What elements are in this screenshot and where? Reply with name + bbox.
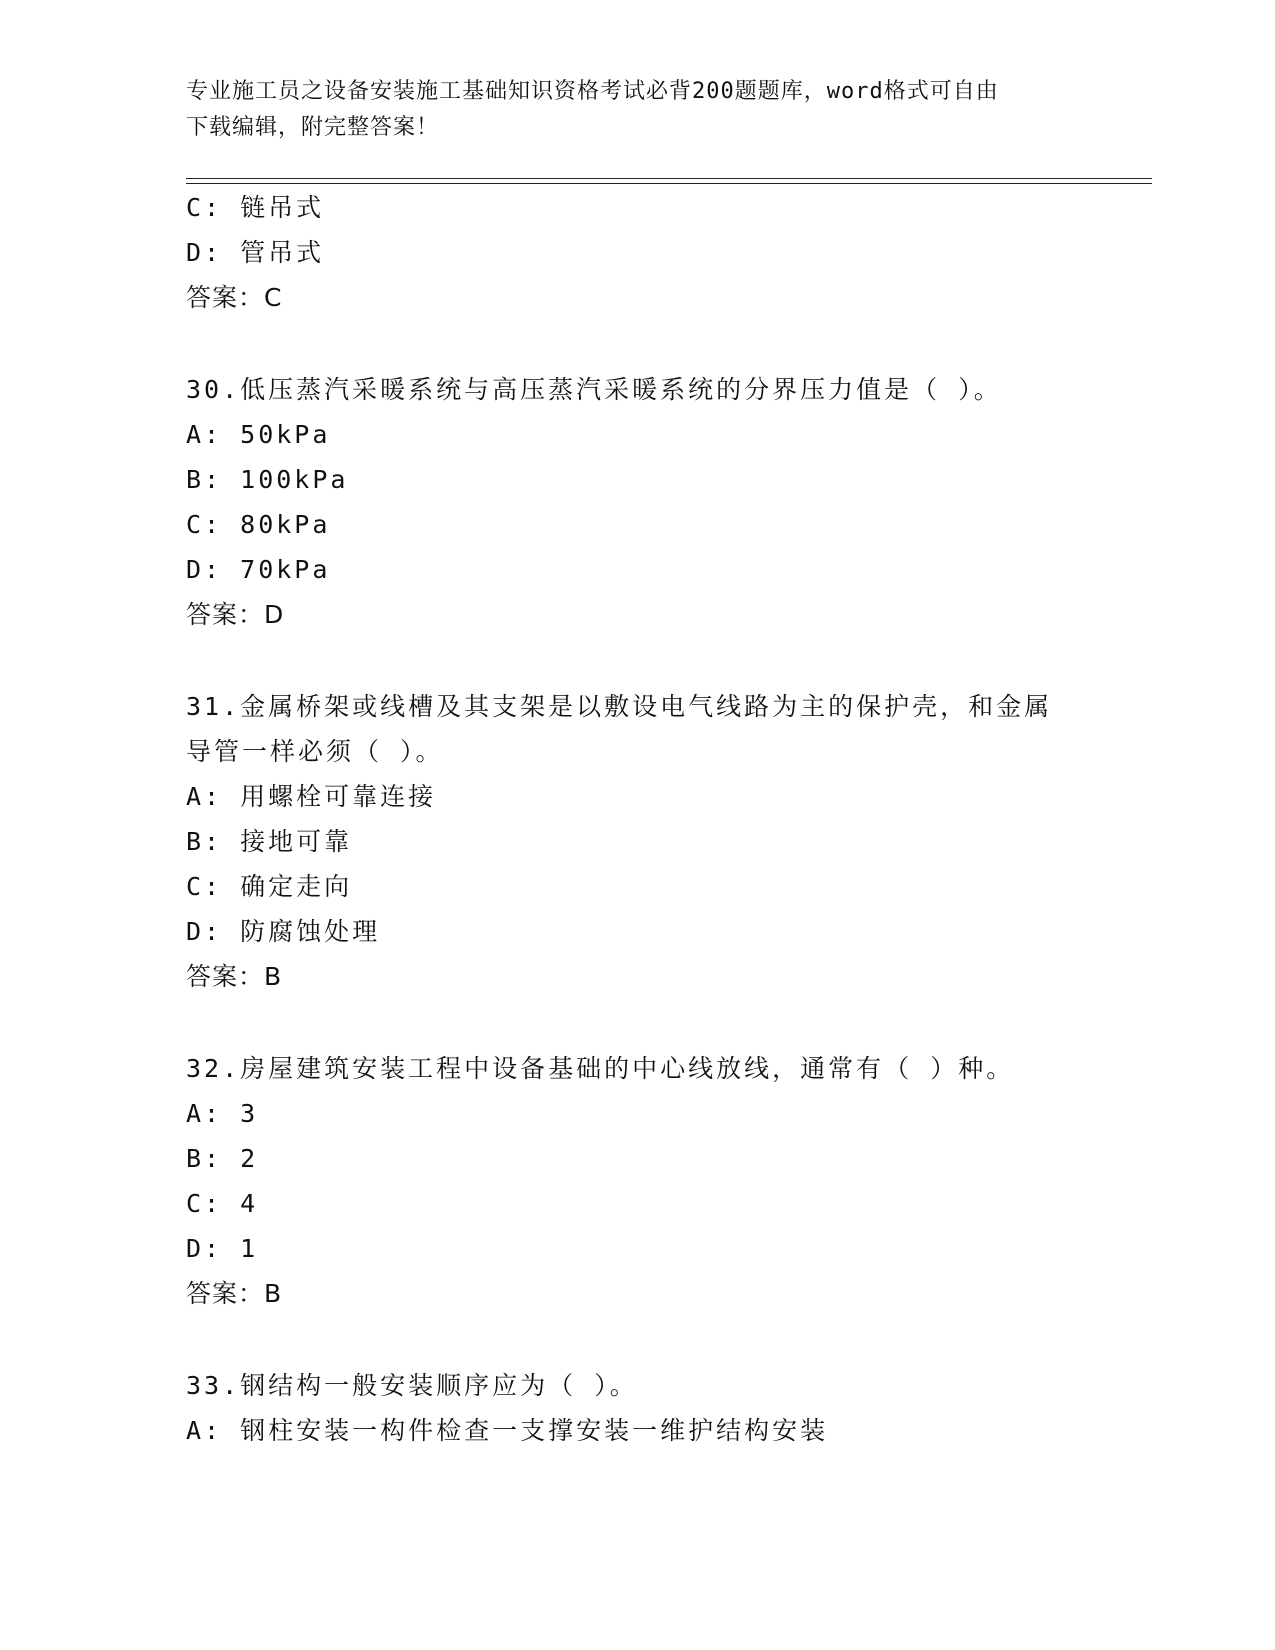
option-c: C: 链吊式: [186, 193, 325, 222]
answer: 答案：B: [186, 962, 283, 991]
option-a: A: 用螺栓可靠连接: [186, 782, 437, 811]
header-line-1: 专业施工员之设备安装施工基础知识资格考试必背200题题库，word格式可自由: [186, 79, 999, 104]
option-a: A: 3: [186, 1099, 259, 1128]
question-31-continued: 导管一样必须（ ）。: [186, 737, 444, 766]
question-32: 32.房屋建筑安装工程中设备基础的中心线放线，通常有（ ）种。: [186, 1054, 1015, 1083]
header-line-2: 下载编辑，附完整答案！: [186, 115, 440, 140]
option-d: D: 防腐蚀处理: [186, 917, 381, 946]
question-33: 33.钢结构一般安装顺序应为（ ）。: [186, 1371, 638, 1400]
option-d: D: 1: [186, 1234, 259, 1263]
question-30: 30.低压蒸汽采暖系统与高压蒸汽采暖系统的分界压力值是（ ）。: [186, 375, 1002, 404]
answer: 答案：C: [186, 283, 283, 312]
header-divider-top: [186, 178, 1152, 179]
header-divider-bottom: [186, 183, 1152, 184]
question-31: 31.金属桥架或线槽及其支架是以敷设电气线路为主的保护壳，和金属: [186, 692, 1053, 721]
option-c: C: 4: [186, 1189, 259, 1218]
answer: 答案：B: [186, 1279, 283, 1308]
option-a: A: 钢柱安装一构件检查一支撑安装一维护结构安装: [186, 1416, 829, 1445]
option-d: D: 管吊式: [186, 238, 325, 267]
option-b: B: 2: [186, 1144, 259, 1173]
option-b: B: 接地可靠: [186, 827, 353, 856]
option-b: B: 100kPa: [186, 465, 349, 494]
document-header: [186, 74, 1086, 146]
option-c: C: 确定走向: [186, 872, 353, 901]
option-d: D: 70kPa: [186, 555, 331, 584]
option-a: A: 50kPa: [186, 420, 331, 449]
option-c: C: 80kPa: [186, 510, 331, 539]
answer: 答案：D: [186, 600, 285, 629]
